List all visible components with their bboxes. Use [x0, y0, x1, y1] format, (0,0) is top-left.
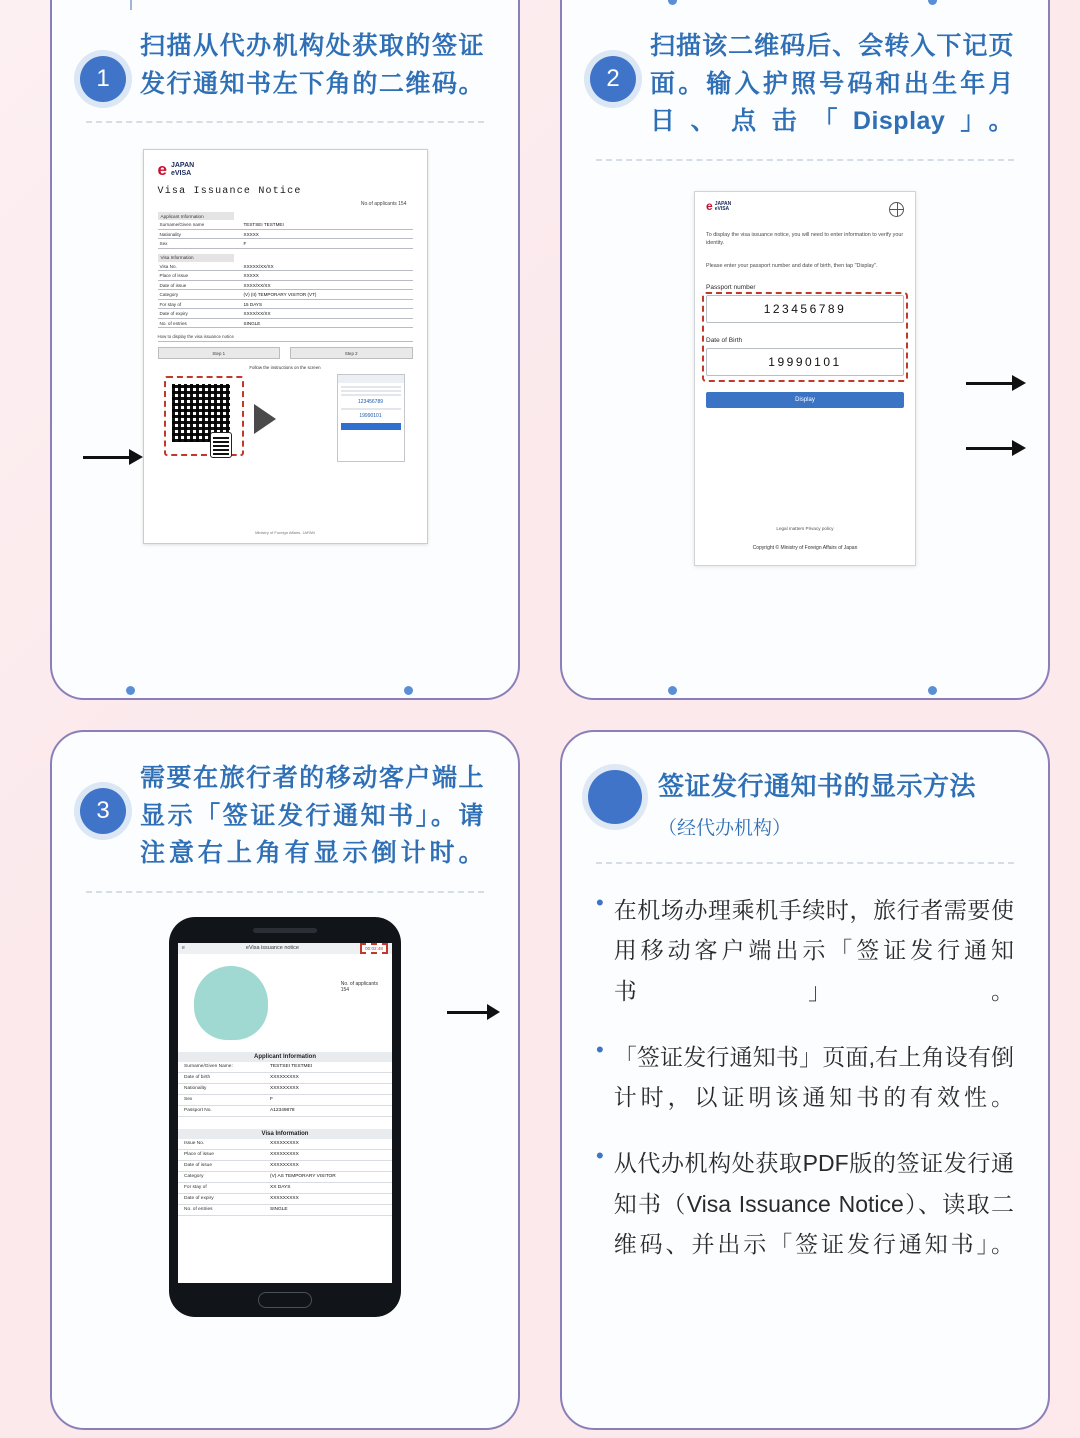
date-of-birth-label: Date of Birth — [706, 337, 743, 345]
table-row — [178, 1073, 392, 1084]
date-of-birth-input[interactable]: 19990101 — [706, 348, 904, 376]
section-applicant-information: Applicant Information — [178, 1052, 392, 1062]
arrow-shaft — [966, 382, 1012, 385]
row-key: No. of entries — [159, 320, 187, 326]
step-2-title: 扫描该二维码后、会转入下记页面。输入护照号码和出生年月日、点击「Display」。 — [650, 32, 1014, 135]
scanning-phone-icon — [210, 432, 232, 458]
cell-step-1 — [0, 0, 540, 718]
evisa-logo — [158, 162, 413, 178]
table-row — [158, 319, 413, 329]
summary-subtitle: （经代办机构） — [658, 818, 792, 839]
preview-header — [338, 375, 404, 383]
document-footer: Ministry of Foreign Affairs, JAPAN — [255, 530, 315, 535]
row-key: Surname/Given name — [159, 222, 205, 228]
row-value: F — [243, 241, 247, 247]
table-row — [158, 230, 413, 240]
list-item — [596, 1037, 1014, 1118]
document-title: Visa Issuance Notice — [157, 186, 302, 198]
screen2-copyright: Copyright © Ministry of Foreign Affairs of Japan — [752, 544, 858, 551]
preview-body — [338, 383, 404, 433]
table-row — [158, 220, 413, 230]
row-value: XXXXX/XX/XX — [243, 263, 274, 269]
screen2-paragraph-1: To display the visa issuance notice, you will need to enter information to verify your identity. — [706, 231, 904, 247]
row-key: For stay of — [159, 301, 182, 307]
summary-list — [562, 890, 1048, 1264]
row-key: Place of issue — [159, 273, 189, 279]
row-value: XXXXXXXXX — [270, 1196, 299, 1201]
app-logo-icon: e — [182, 945, 185, 951]
passport-number-label: Passport number — [706, 284, 756, 292]
arrow-head — [1012, 440, 1026, 456]
row-key: No. of entries — [184, 1207, 213, 1212]
card-step-1 — [50, 0, 520, 700]
table-row — [158, 290, 413, 300]
connector-line-left — [130, 0, 132, 10]
preview-line — [341, 408, 401, 410]
evisa-logo-text: JAPAN eVISA — [170, 162, 195, 178]
list-item — [596, 1143, 1014, 1264]
summary-title: 签证发行通知书的显示方法 — [658, 771, 977, 801]
preview-line — [341, 394, 401, 396]
row-key: For stay of — [184, 1185, 207, 1190]
step-3-header — [52, 732, 518, 873]
row-key: Issue No. — [184, 1141, 205, 1146]
row-value: (V) AS TEMPORARY VISITOR — [270, 1174, 336, 1179]
summary-header — [562, 732, 1048, 840]
list-item-text: 从代办机构处获取PDF版的签证发行通知书（Visa Issuance Notice）、读取二维码、并出示「签证发行通知书」。 — [613, 1150, 1014, 1257]
table-row — [178, 1183, 392, 1194]
table-row — [158, 239, 413, 249]
mobile-device — [169, 917, 401, 1317]
row-key: Place of issue — [184, 1152, 214, 1157]
passport-number-input[interactable]: 123456789 — [706, 295, 904, 323]
row-value: SINGLE — [243, 320, 261, 326]
row-value: XXXXXXXXX — [270, 1141, 299, 1146]
list-item — [596, 890, 1014, 1011]
applicants-count — [341, 981, 378, 993]
step-1-divider — [86, 121, 484, 123]
row-value: XX DAYS — [270, 1185, 291, 1190]
preview-line — [341, 390, 401, 392]
connector-dot — [126, 686, 135, 695]
row-value: (V) (II) TEMPORARY VISITOR (VT) — [243, 292, 317, 298]
step-2-header — [562, 0, 1048, 141]
row-key: Date of expiry — [159, 311, 188, 317]
arrow-head — [1012, 375, 1026, 391]
table-row — [178, 1205, 392, 1216]
arrow-shaft — [83, 456, 129, 459]
card-step-2 — [560, 0, 1050, 700]
preview-line — [341, 386, 401, 388]
row-value: 15 DAYS — [243, 301, 263, 307]
phone-speaker-icon — [253, 928, 317, 933]
row-value: TESTSEI TESTMEI — [243, 222, 284, 228]
preview-display-button — [341, 423, 401, 430]
row-key: Date of issue — [159, 282, 187, 288]
table-row — [178, 1106, 392, 1117]
row-key: Category — [159, 292, 179, 298]
evisa-logo — [706, 199, 732, 214]
table-row — [178, 1095, 392, 1106]
table-row — [158, 262, 413, 272]
pointer-arrow-dob — [966, 440, 1026, 456]
row-key: Sex — [184, 1097, 193, 1102]
document-step-buttons — [158, 347, 413, 359]
pointer-arrow-qr — [83, 449, 143, 465]
inputs-highlight-box — [702, 292, 908, 382]
card-step-3 — [50, 730, 520, 1430]
arrow-shaft — [966, 447, 1012, 450]
applicants-value: 154 — [340, 986, 350, 993]
bullet-icon: • — [596, 1143, 604, 1169]
connector-dot — [668, 686, 677, 695]
screen2-header — [706, 199, 904, 217]
screen2-links[interactable]: Legal matters Privacy policy — [776, 525, 834, 531]
evisa-logo-e: e — [157, 160, 167, 180]
row-key: Date of issue — [184, 1163, 212, 1168]
pointer-arrow-passport — [966, 375, 1026, 391]
row-key: Nationality — [184, 1086, 207, 1091]
row-value: XXXX/XX/XX — [243, 282, 271, 288]
section-visa-information: Visa Information — [178, 1129, 392, 1139]
summary-bullet-icon — [588, 770, 642, 824]
step-2-badge: 2 — [590, 56, 636, 102]
cell-summary — [540, 718, 1080, 1438]
table-row — [178, 1194, 392, 1205]
row-value: XXXXXXXXX — [270, 1152, 299, 1157]
row-key: Date of expiry — [184, 1196, 214, 1201]
document-note: How to display the visa issuance notice — [158, 334, 413, 342]
row-key: Visa No. — [159, 263, 177, 269]
list-item-text: 「签证发行通知书」页面,右上角设有倒计时，以证明该通知书的有效性。 — [613, 1043, 1014, 1110]
row-key: Category — [184, 1174, 204, 1179]
display-button[interactable]: Display — [706, 392, 904, 408]
screen2-paragraph-2: Please enter your passport number and date of birth, then tap "Display". — [706, 262, 878, 269]
step-1-header — [52, 0, 518, 103]
document-body — [143, 149, 428, 544]
row-key: Passport No. — [184, 1108, 212, 1113]
summary-heading-block — [658, 766, 976, 840]
table-row — [178, 1139, 392, 1150]
cell-step-3 — [0, 718, 540, 1438]
row-value: F — [270, 1097, 273, 1102]
app-title: eVisa issuance notice — [245, 945, 299, 951]
preview-dob: 19990101 — [359, 413, 382, 420]
arrow-head — [487, 1004, 500, 1020]
step-3-title: 需要在旅行者的移动客户端上显示「签证发行通知书」。请注意右上角有显示倒计时。 — [140, 764, 484, 867]
evisa-entry-screen — [694, 191, 916, 566]
language-globe-icon[interactable] — [889, 202, 904, 217]
list-item-text: 在机场办理乘机手续时，旅行者需要使用移动客户端出示「签证发行通知书」。 — [613, 897, 1014, 1004]
step2-button[interactable]: Step 2 — [290, 347, 413, 359]
connector-dot — [928, 686, 937, 695]
arrow-shaft — [447, 1011, 487, 1014]
table-row — [158, 309, 413, 319]
table-row — [178, 1062, 392, 1073]
step-1-badge: 1 — [80, 56, 126, 102]
row-value: XXXXXXXXX — [270, 1086, 299, 1091]
row-value: XXXXX — [243, 231, 259, 237]
preview-passport-number: 123456789 — [357, 399, 384, 406]
step-2-divider — [596, 159, 1014, 161]
applicants-label: No. of applicants — [340, 980, 378, 987]
document-section-applicant: Applicant Information — [158, 212, 234, 220]
input-group — [706, 284, 904, 376]
mobile-visa-notice-screen — [178, 943, 392, 1283]
row-value: XXXXXXXXX — [270, 1163, 299, 1168]
table-row — [158, 271, 413, 281]
row-key: Sex — [159, 241, 168, 247]
bullet-icon: • — [596, 890, 604, 915]
document-follow-text: Follow the instructions on the screen — [249, 365, 321, 371]
row-value: XXXXXXXXX — [270, 1075, 299, 1080]
card-summary — [560, 730, 1050, 1430]
table-row — [178, 1161, 392, 1172]
row-key: Surname/Given Name: — [184, 1064, 233, 1069]
row-key: Nationality — [159, 231, 181, 237]
row-value: SINGLE — [270, 1207, 288, 1212]
row-value: A12349878 — [270, 1108, 295, 1113]
table-row — [158, 281, 413, 291]
pointer-arrow-timer — [447, 1004, 500, 1020]
summary-divider — [596, 862, 1014, 864]
result-preview-phone — [337, 374, 405, 462]
app-header — [178, 943, 392, 954]
table-row — [178, 1150, 392, 1161]
evisa-logo-e: e — [706, 199, 713, 214]
row-value: XXXXX — [243, 273, 259, 279]
phone-home-button[interactable] — [258, 1292, 312, 1308]
row-value: TESTSEI TESTMEI — [270, 1064, 313, 1069]
qr-section — [158, 374, 413, 469]
document-applicants: No.of applicants 154 — [360, 201, 407, 208]
table-row — [178, 1084, 392, 1095]
applicant-photo — [194, 966, 268, 1040]
row-key: Date of birth — [184, 1075, 211, 1080]
row-value: XXXX/XX/XX — [243, 311, 271, 317]
step-1-title: 扫描从代办机构处获取的签证发行通知书左下角的二维码。 — [140, 32, 484, 98]
step1-button[interactable]: Step 1 — [158, 347, 281, 359]
cell-step-2 — [540, 0, 1080, 718]
table-row — [178, 1172, 392, 1183]
document-section-visa: Visa Information — [158, 254, 234, 262]
connector-dot — [404, 686, 413, 695]
flow-arrow-icon — [254, 404, 276, 434]
arrow-head — [129, 449, 143, 465]
step-3-badge: 3 — [80, 788, 126, 834]
evisa-logo-text: JAPAN eVISA — [714, 200, 732, 212]
phone-screen-icon — [213, 435, 229, 455]
step-3-divider — [86, 891, 484, 893]
countdown-timer: 00:02:48 — [360, 943, 388, 954]
visa-issuance-notice-document — [143, 149, 428, 544]
bullet-icon: • — [596, 1036, 604, 1062]
table-row — [158, 300, 413, 310]
